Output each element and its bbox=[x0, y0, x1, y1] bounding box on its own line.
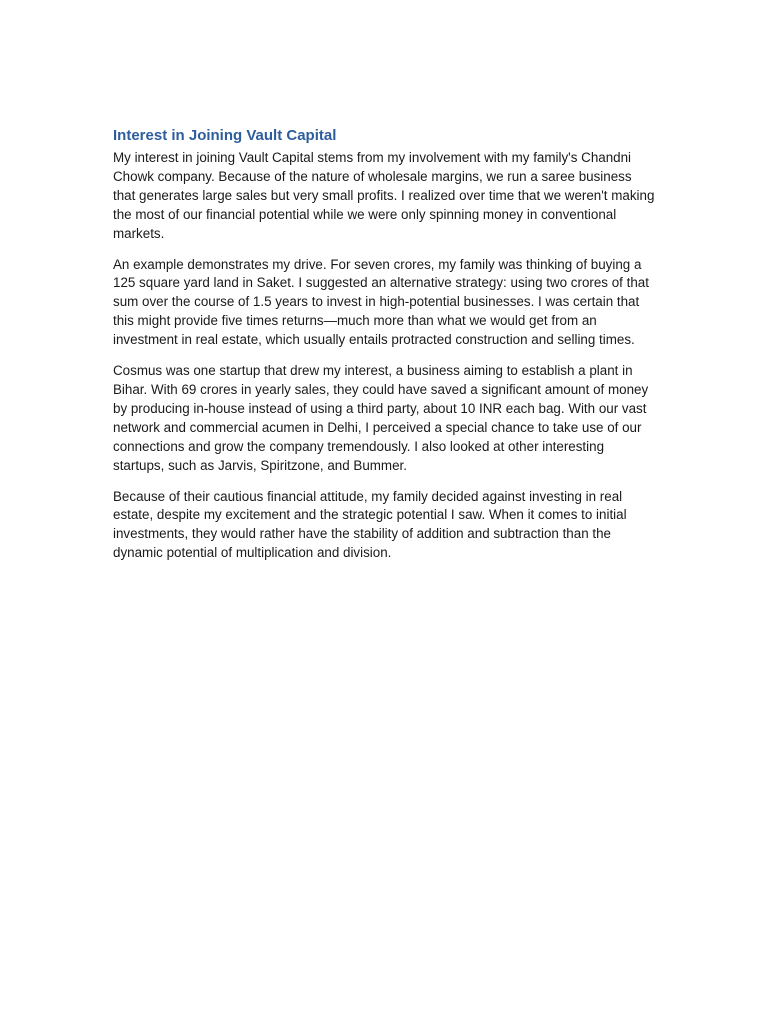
paragraph-cosmus-startup: Cosmus was one startup that drew my interest, a business aiming to establish a plant in Bihar. With 69 crores in yearly sales, they could have saved a significant amount of money by producing in-house instead of using a third party, about 10 INR each bag. With our vast network and commercial acumen in Delhi, I perceived a special chance to take use of our connections and grow the company tremendously. I also looked at other interesting startups, such as Jarvis, Spiritzone, and Bummer. bbox=[113, 363, 649, 473]
paragraph-family-decision: Because of their cautious financial attitude, my family decided against investing in real estate, despite my excitement and the strategic potential I saw. When it comes to initial investments, they would rather have the stability of addition and subtraction than the dynamic potential of multiplication and division. bbox=[113, 488, 627, 561]
document-body bbox=[113, 126, 655, 575]
document-title: Interest in Joining Vault Capital bbox=[113, 127, 337, 144]
paragraph-family-business: My interest in joining Vault Capital stems from my involvement with my family's Chandni Chowk company. Because of the nature of wholesale margins, we run a saree business that generates large sales but very small profits. I realized over time that we weren't making the most of our financial potential while we were only spinning money in conventional markets. bbox=[113, 150, 655, 241]
paragraph-investment-example: An example demonstrates my drive. For seven crores, my family was thinking of buying a 125 square yard land in Saket. I suggested an alternative strategy: using two crores of that sum over the course of 1.5 years to invest in high-potential businesses. I was certain that this might provide five times returns—much more than what we would get from an investment in real estate, which usually entails protracted construction and selling times. bbox=[113, 256, 649, 348]
